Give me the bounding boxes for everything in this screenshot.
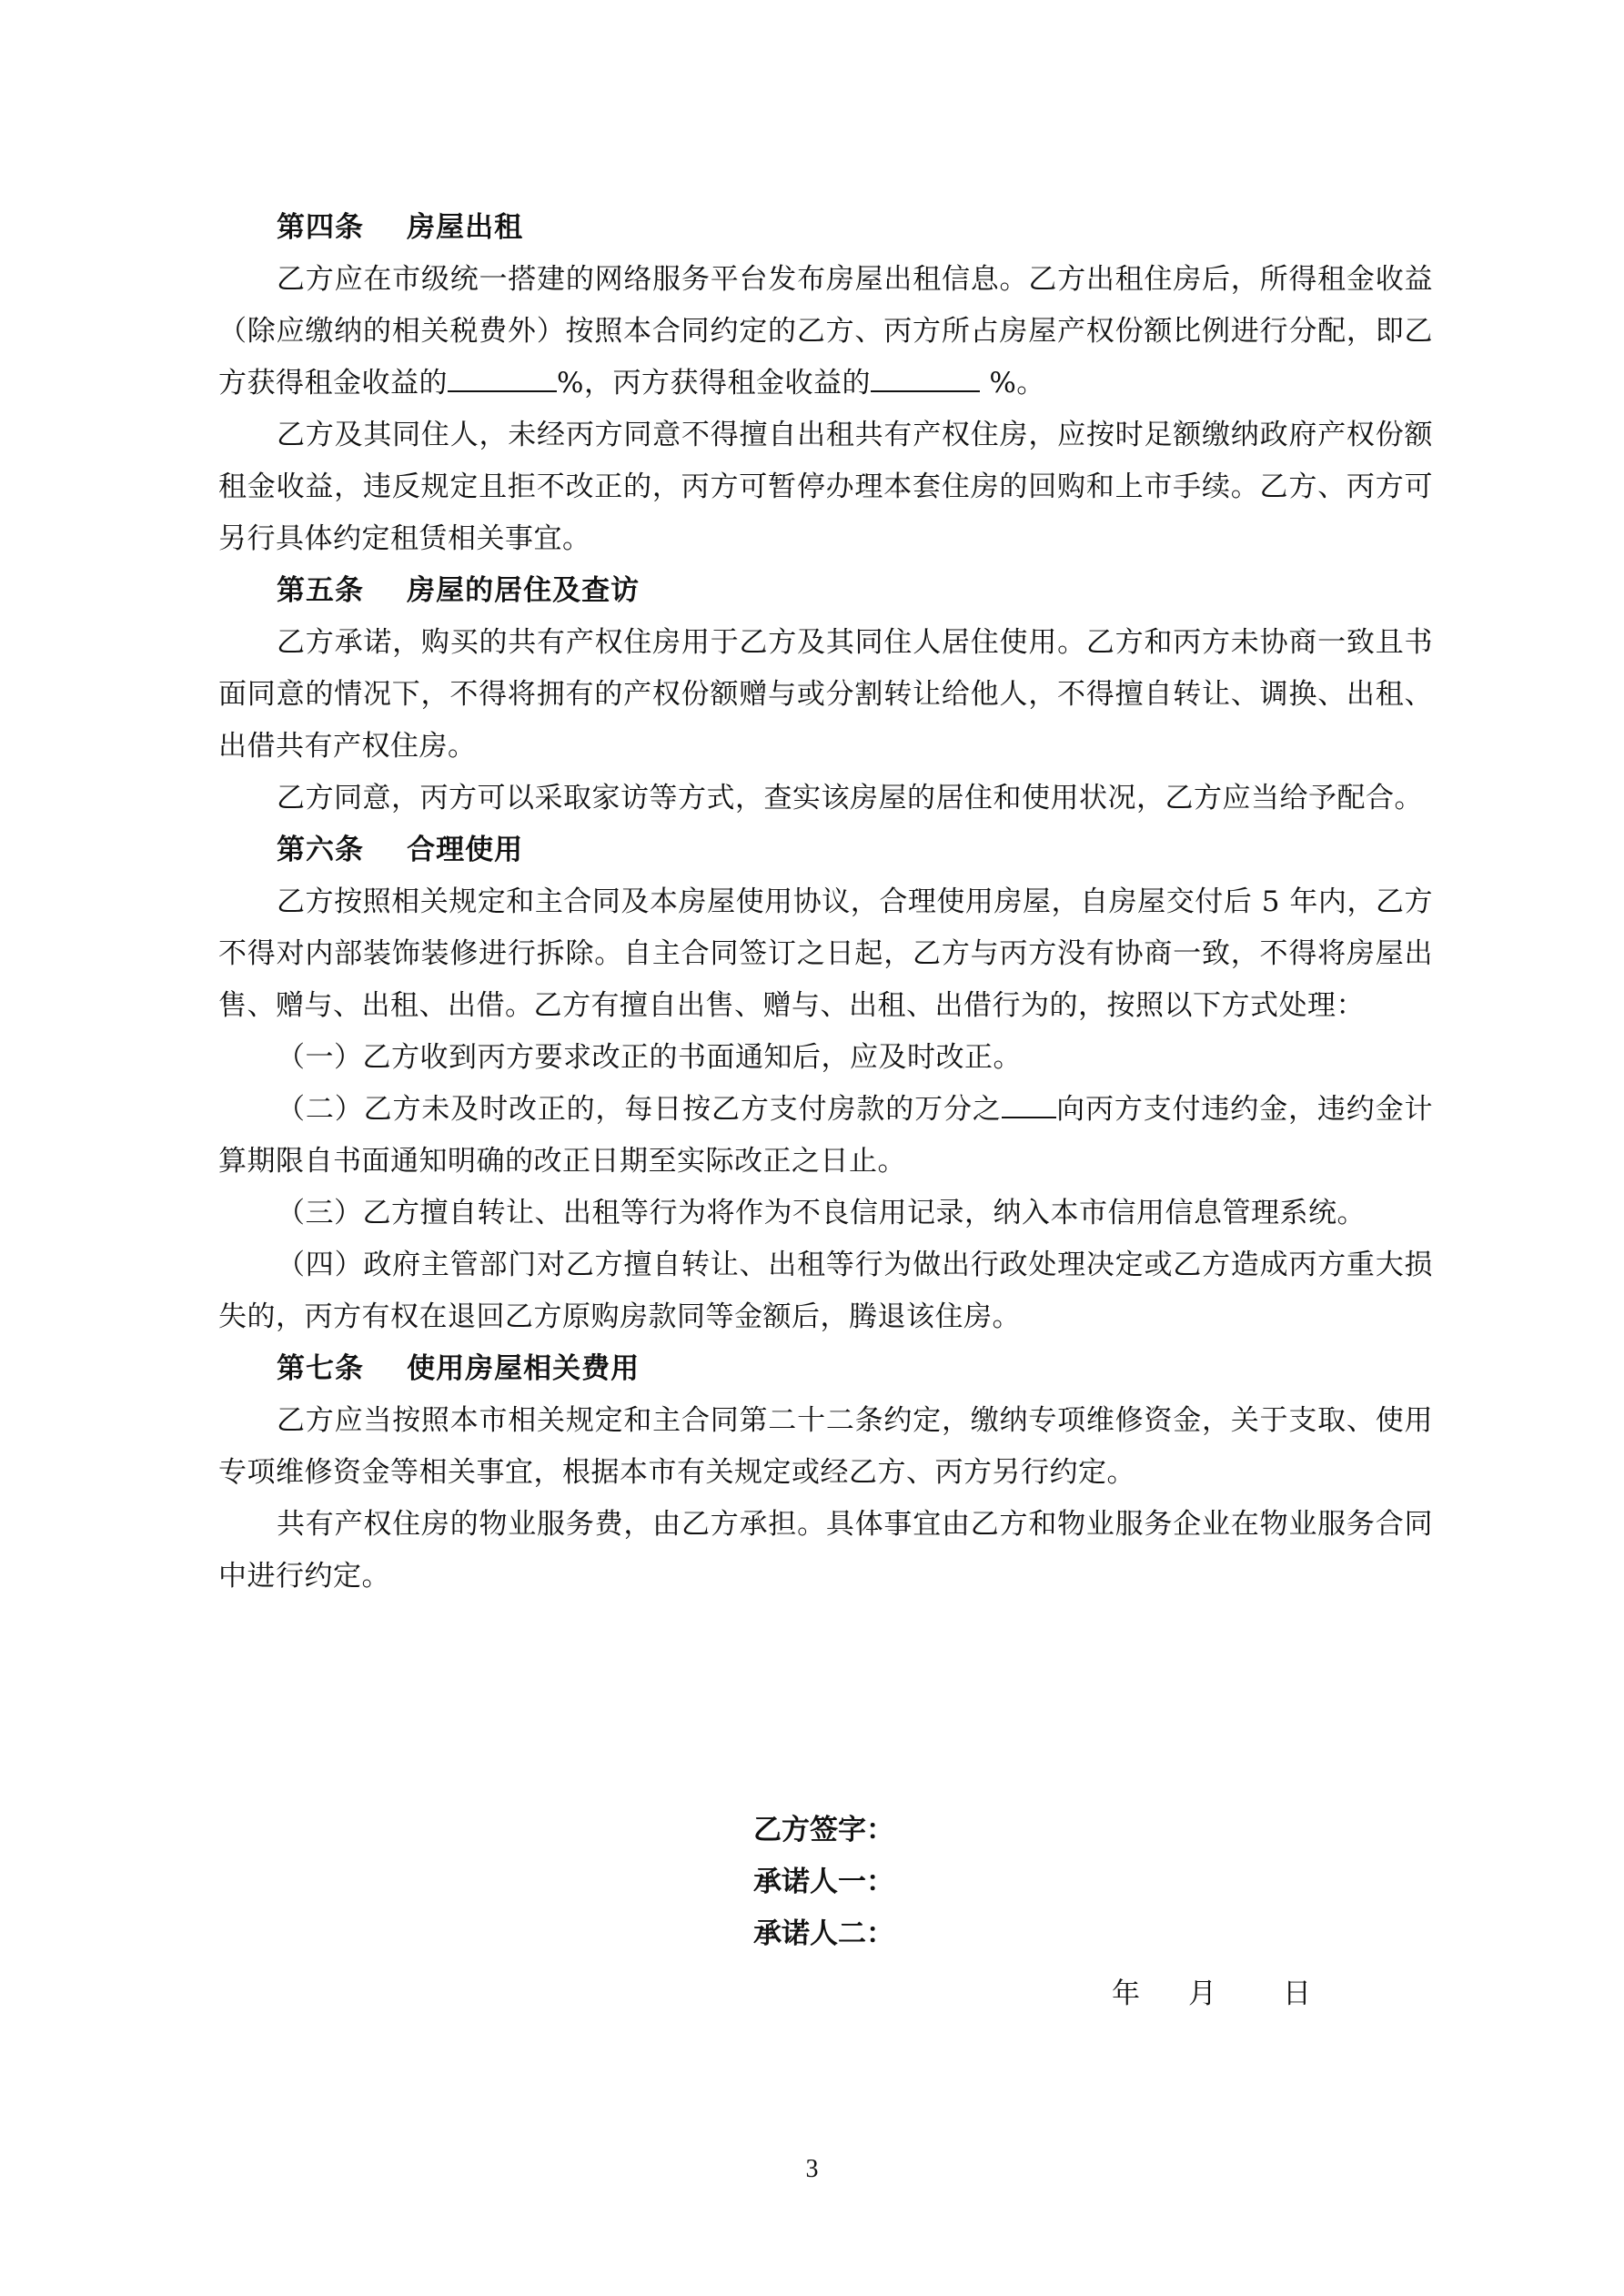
party-b-signature-label: 乙方签字： — [753, 1814, 894, 1846]
signing-date — [1112, 1968, 1311, 2020]
paragraph-text: （二）乙方未及时改正的，每日按乙方支付房款的万分之 — [277, 1093, 1002, 1126]
paragraph: 乙方应当按照本市相关规定和主合同第二十二条约定，缴纳专项维修资金，关于支取、使用专项维修资金等相关事宜，根据本市有关规定或经乙方、丙方另行约定。 — [218, 1404, 1433, 1489]
list-item: （三）乙方擅自转让、出租等行为将作为不良信用记录，纳入本市信用信息管理系统。 — [277, 1197, 1366, 1229]
signature-block — [753, 1805, 894, 1960]
paragraph-text: 向丙方支付违约金，违约金计算期限自书面通知明确的改正日期至实际改正之日止。 — [218, 1093, 1434, 1178]
section-heading-5: 第五条 房屋的居住及查访 — [277, 574, 641, 607]
paragraph-text: %，丙方获得租金收益的 — [557, 367, 871, 400]
list-item: （一）乙方收到丙方要求改正的书面通知后，应及时改正。 — [277, 1041, 1022, 1074]
paragraph: 乙方按照相关规定和主合同及本房屋使用协议，合理使用房屋，自房屋交付后 5 年内，乙方不得对内部装饰装修进行拆除。自主合同签订之日起，乙方与丙方没有协商一致，不得将房屋出售、赠与、出租、出借。乙方有擅自出售、赠与、出租、出借行为的，按照以下方式处理： — [218, 885, 1433, 1022]
document-page — [218, 202, 1433, 1603]
paragraph: 乙方同意，丙方可以采取家访等方式，查实该房屋的居住和使用状况，乙方应当给予配合。 — [277, 782, 1423, 814]
date-day-label: 日 — [1283, 1977, 1311, 2010]
list-item — [218, 1084, 1433, 1188]
paragraph — [218, 254, 1433, 410]
penalty-rate-blank[interactable] — [1002, 1089, 1056, 1118]
page-number: 3 — [805, 2155, 819, 2183]
paragraph: 乙方及其同住人，未经丙方同意不得擅自出租共有产权住房，应按时足额缴纳政府产权份额租金收益，违反规定且拒不改正的，丙方可暂停办理本套住房的回购和上市手续。乙方、丙方可另行具体约定租赁相关事宜。 — [218, 419, 1433, 555]
section-heading-4: 第四条 房屋出租 — [277, 211, 524, 244]
party-c-rent-share-blank[interactable] — [871, 363, 980, 392]
promisor-1-label: 承诺人一： — [753, 1866, 894, 1898]
paragraph-text: 乙方应在市级统一搭建的网络服务平台发布房屋出租信息。乙方出租住房后，所得租金收益（除应缴纳的相关税费外）按照本合同约定的乙方、丙方所占房屋产权份额比例进行分配，即乙方获得租金收益的 — [218, 263, 1433, 400]
section-heading-7: 第七条 使用房屋相关费用 — [277, 1352, 641, 1385]
paragraph-text: %。 — [979, 367, 1045, 400]
party-b-rent-share-blank[interactable] — [448, 363, 557, 392]
paragraph: 乙方承诺，购买的共有产权住房用于乙方及其同住人居住使用。乙方和丙方未协商一致且书面同意的情况下，不得将拥有的产权份额赠与或分割转让给他人，不得擅自转让、调换、出租、出借共有产权住房。 — [218, 626, 1433, 763]
promisor-2-label: 承诺人二： — [753, 1917, 894, 1950]
date-month-label: 月 — [1188, 1977, 1216, 2010]
section-heading-6: 第六条 合理使用 — [277, 834, 524, 866]
list-item: （四）政府主管部门对乙方擅自转让、出租等行为做出行政处理决定或乙方造成丙方重大损失的，丙方有权在退回乙方原购房款同等金额后，腾退该住房。 — [218, 1249, 1433, 1333]
date-year-label: 年 — [1112, 1977, 1140, 2010]
paragraph: 共有产权住房的物业服务费，由乙方承担。具体事宜由乙方和物业服务企业在物业服务合同中进行约定。 — [218, 1508, 1433, 1593]
